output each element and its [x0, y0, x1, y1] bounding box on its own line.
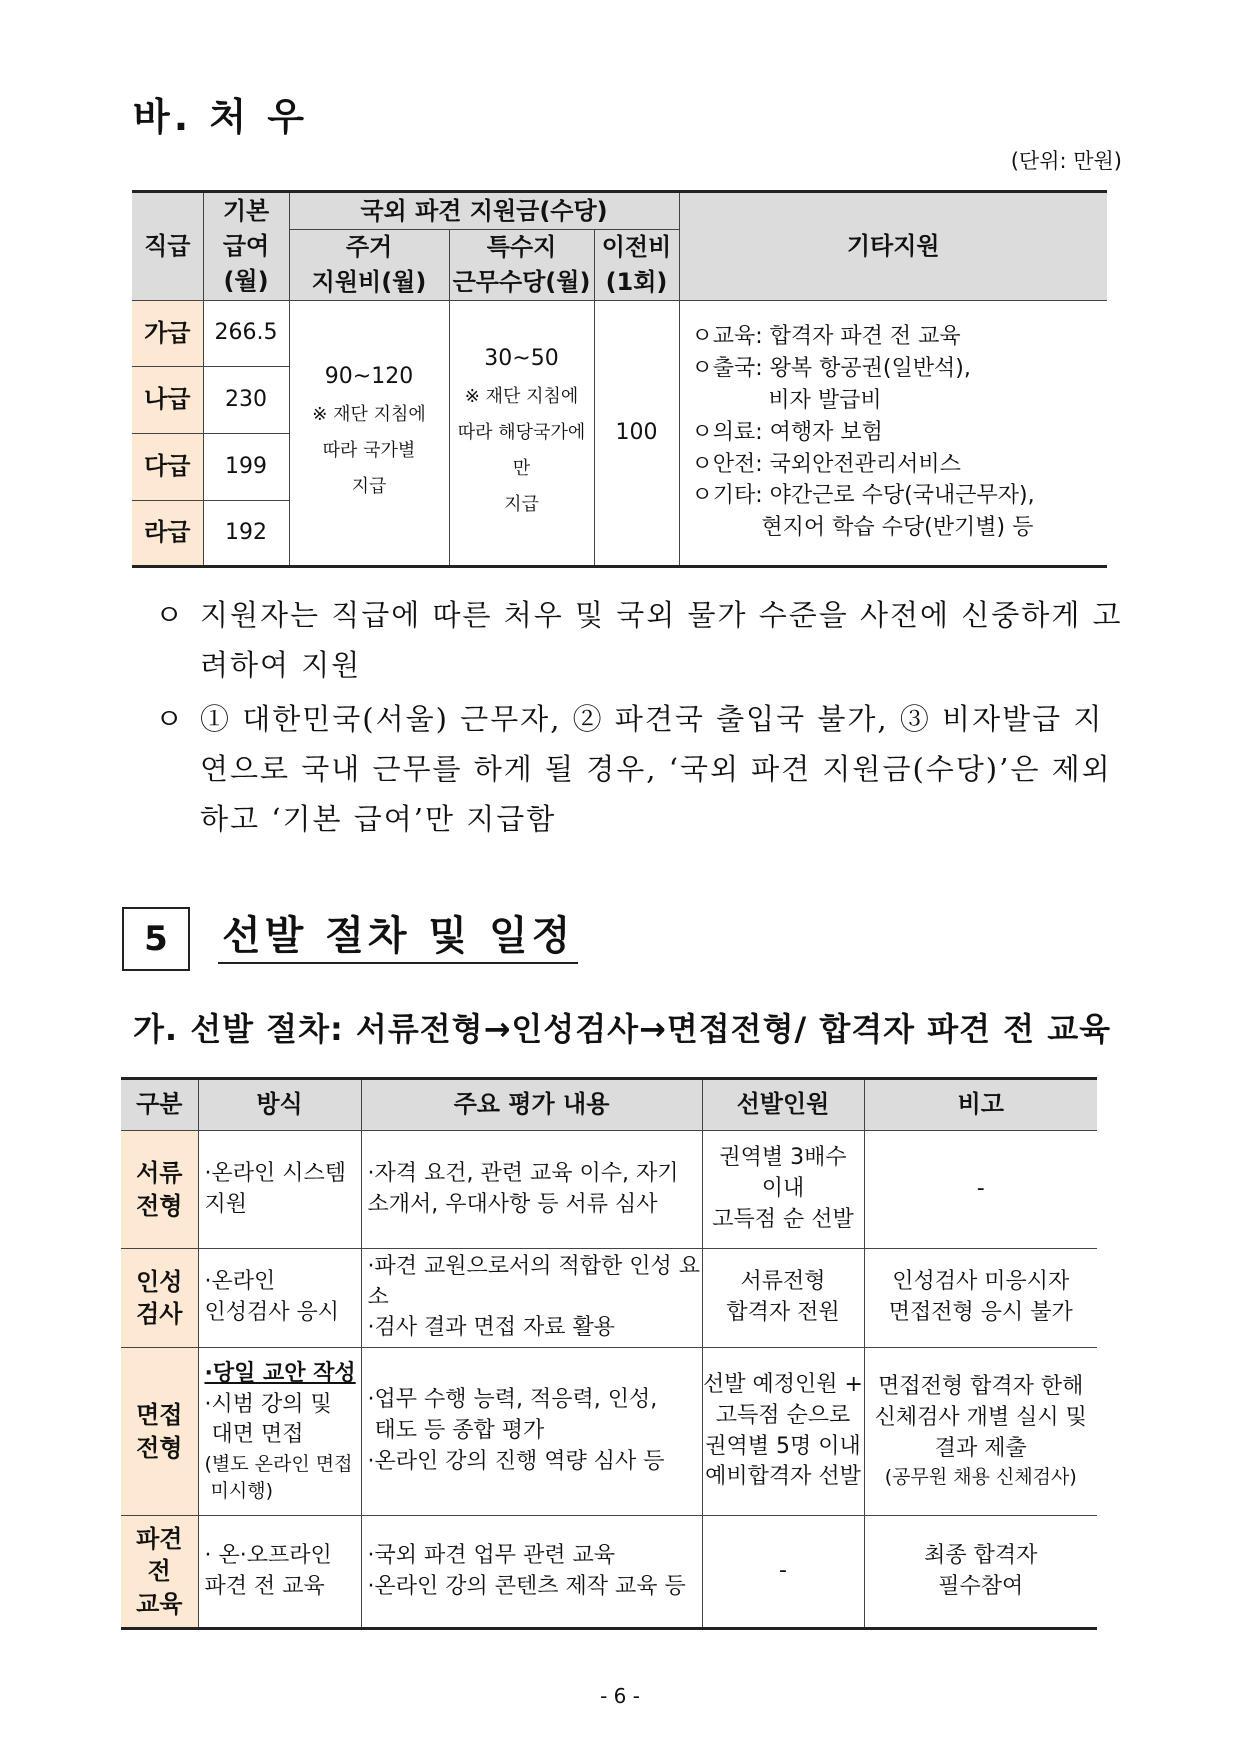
bullet-item [155, 590, 1130, 690]
bullet-mark: ㅇ [155, 598, 184, 632]
category-cell: 인성 검사 [121, 1249, 198, 1348]
evaluation-cell: ·자격 요건, 관련 교육 이수, 자기 소개서, 우대사항 등 서류 심사 [361, 1131, 702, 1249]
other-support-line: ㅇ의료: 여행자 보험 [691, 419, 883, 445]
selection-count-cell: 서류전형 합격자 전원 [702, 1249, 864, 1348]
section-title: 선발 절차 및 일정 [222, 913, 575, 959]
header-special-area: 특수지 근무수당(월) [449, 230, 594, 301]
housing-value: 90~120 [324, 363, 414, 389]
header-base-salary: 기본 급여 (월) [203, 192, 289, 301]
remarks-cell: 최종 합격자 필수참여 [864, 1516, 1097, 1629]
selection-table [121, 1077, 1097, 1630]
remarks-small-note: (공무원 채용 신체검사) [884, 1466, 1077, 1489]
header-selection-count: 선발인원 [702, 1079, 864, 1131]
header-category: 구분 [121, 1079, 198, 1131]
grade-cell: 나급 [132, 366, 203, 433]
special-area-value: 30~50 [484, 345, 559, 371]
housing-note: ※ 재단 지침에 따라 국가별 지급 [312, 403, 426, 497]
method-cell: ·온라인 시스템 지원 [198, 1131, 361, 1249]
method-line: ·시범 강의 및 대면 면접 [204, 1391, 332, 1448]
page-number: - 6 - [600, 1684, 640, 1708]
bullet-item [155, 694, 1130, 844]
housing-cell [289, 300, 449, 566]
section-number-box: 5 [122, 907, 190, 971]
header-housing: 주거 지원비(월) [289, 230, 449, 301]
selection-process-heading: 가. 선발 절차: 서류전형→인성검사→면접전형/ 합격자 파견 전 교육 [133, 1010, 1112, 1048]
selection-count-cell: 선발 예정인원 + 고득점 순으로 권역별 5명 이내 예비합격자 선발 [702, 1348, 864, 1516]
header-other-support: 기타지원 [679, 192, 1107, 301]
bullet-text: 지원자는 직급에 따른 처우 및 국외 물가 수준을 사전에 신중하게 고려하여 지원 [200, 598, 1123, 682]
salary-cell: 192 [203, 500, 289, 566]
other-support-line: ㅇ안전: 국외안전관리서비스 [691, 451, 961, 477]
evaluation-cell: ·업무 수행 능력, 적응력, 인성, 태도 등 종합 평가 ·온라인 강의 진행 역량 심사 등 [361, 1348, 702, 1516]
bullet-mark: ㅇ [155, 702, 184, 736]
other-support-cell [679, 300, 1107, 566]
selection-count-cell: - [702, 1516, 864, 1629]
special-area-cell [449, 300, 594, 566]
treatment-table [132, 190, 1107, 568]
evaluation-cell: ·국외 파견 업무 관련 교육 ·온라인 강의 콘텐츠 제작 교육 등 [361, 1516, 702, 1629]
category-cell: 서류 전형 [121, 1131, 198, 1249]
method-small-note: (별도 온라인 면접 미시행) [204, 1453, 353, 1502]
category-cell: 면접 전형 [121, 1348, 198, 1516]
treatment-heading: 바. 처 우 [133, 95, 309, 139]
section-underline [218, 962, 578, 964]
other-support-line: ㅇ교육: 합격자 파견 전 교육 [691, 323, 961, 349]
method-cell [198, 1348, 361, 1516]
other-support-line: ㅇ기타: 야간근로 수당(국내근무자), [691, 483, 1035, 509]
category-cell: 파견 전 교육 [121, 1516, 198, 1629]
header-relocation: 이전비 (1회) [594, 230, 679, 301]
other-support-line: ㅇ출국: 왕복 항공권(일반석), [691, 355, 971, 381]
salary-cell: 266.5 [203, 300, 289, 366]
grade-cell: 라급 [132, 500, 203, 566]
remarks-text: 면접전형 합격자 한해 신체검사 개별 실시 및 결과 제출 [874, 1374, 1087, 1461]
other-support-line: 현지어 학습 수당(반기별) 등 [691, 515, 1034, 541]
remarks-cell [864, 1348, 1097, 1516]
method-underlined-line: ·당일 교안 작성 [204, 1360, 356, 1386]
method-cell: ·온라인 인성검사 응시 [198, 1249, 361, 1348]
remarks-cell: 인성검사 미응시자 면접전형 응시 불가 [864, 1249, 1097, 1348]
selection-count-cell: 권역별 3배수 이내 고득점 순 선발 [702, 1131, 864, 1249]
special-area-note: ※ 재단 지침에 따라 해당국가에만 지급 [457, 385, 586, 515]
header-evaluation: 주요 평가 내용 [361, 1079, 702, 1131]
method-cell: · 온·오프라인 파견 전 교육 [198, 1516, 361, 1629]
grade-cell: 다급 [132, 433, 203, 500]
salary-cell: 199 [203, 433, 289, 500]
header-remarks: 비고 [864, 1079, 1097, 1131]
other-support-line: 비자 발급비 [691, 387, 882, 413]
remarks-cell: - [864, 1131, 1097, 1249]
salary-cell: 230 [203, 366, 289, 433]
unit-label: (단위: 만원) [1010, 149, 1122, 173]
header-grade: 직급 [132, 192, 203, 301]
header-method: 방식 [198, 1079, 361, 1131]
grade-cell: 가급 [132, 300, 203, 366]
evaluation-cell: ·파견 교원으로서의 적합한 인성 요소 ·검사 결과 면접 자료 활용 [361, 1249, 702, 1348]
bullet-text: ① 대한민국(서울) 근무자, ② 파견국 출입국 불가, ③ 비자발급 지연으로 국내 근무를 하게 될 경우, ‘국외 파견 지원금(수당)’은 제외하고 ‘기본 급여’만 지급함 [200, 702, 1112, 836]
relocation-value: 100 [594, 300, 679, 566]
header-overseas-allowance: 국외 파견 지원금(수당) [289, 192, 679, 230]
